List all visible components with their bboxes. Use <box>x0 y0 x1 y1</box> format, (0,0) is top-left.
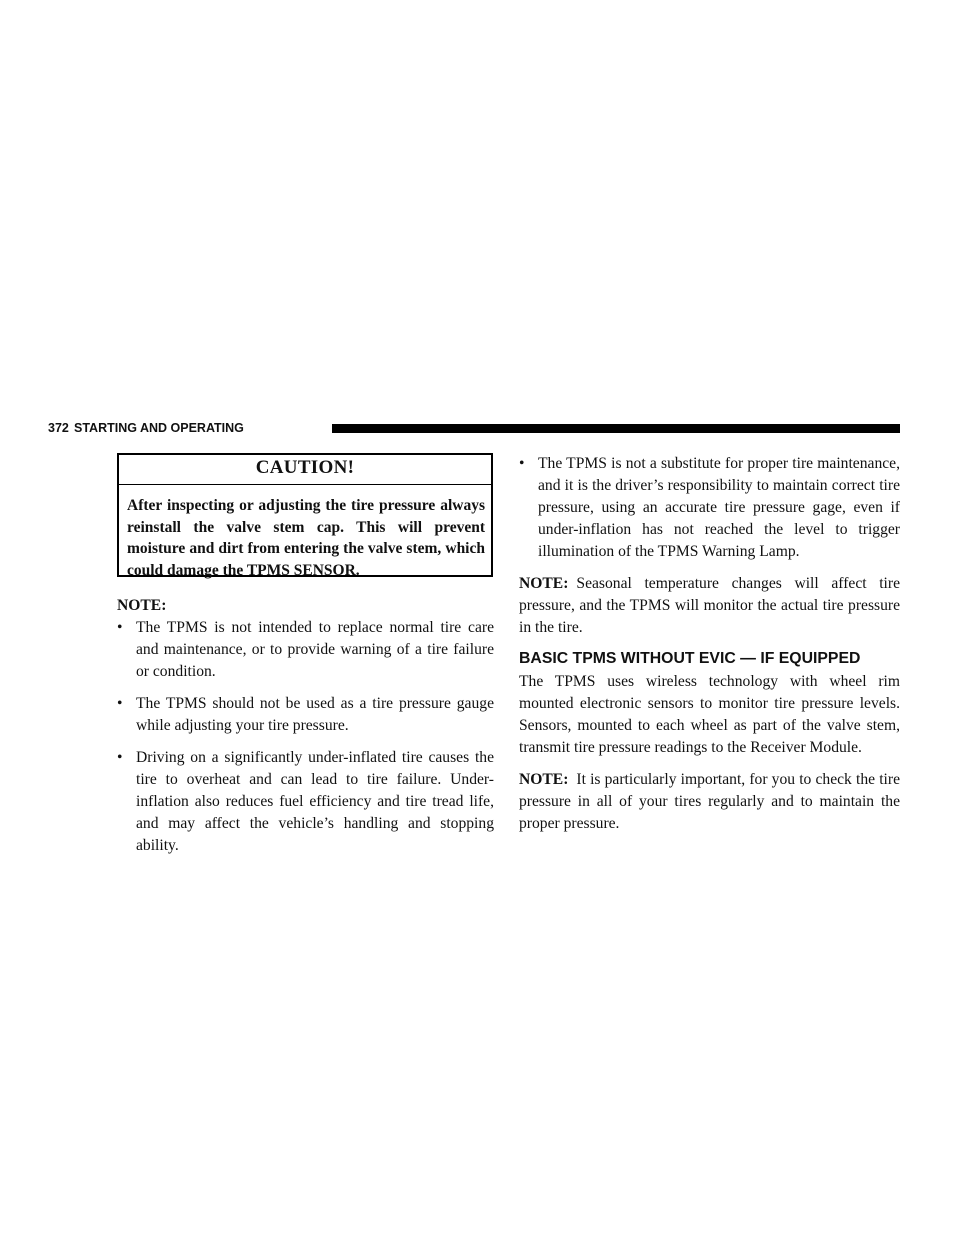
bullet-icon: • <box>519 455 525 472</box>
body-paragraph: The TPMS uses wireless technology with wheel rim mounted electronic sensors to monitor tire pressure levels. Sensors, mounted to each wheel as part of the valve stem, transmit tire pressure readings to the Receiver Module. <box>519 673 900 756</box>
note-label: NOTE: <box>519 575 569 592</box>
right-column <box>519 453 900 845</box>
list-item-text: The TPMS is not intended to replace normal tire care and maintenance, or to provide warning of a tire failure or condition. <box>136 619 494 680</box>
page-number: 372 <box>48 421 69 435</box>
list-item <box>519 453 900 563</box>
caution-text: After inspecting or adjusting the tire pressure always reinstall the valve stem cap. This will prevent moisture and dirt from entering the valve stem, which could damage the TPMS SENSOR. <box>127 497 485 579</box>
header-rule <box>332 424 900 433</box>
note-label: NOTE: <box>519 771 569 788</box>
left-column <box>117 595 494 867</box>
list-item-text: The TPMS should not be used as a tire pressure gauge while adjusting your tire pressure. <box>136 695 494 734</box>
section-title: STARTING AND OPERATING <box>74 421 244 435</box>
note-paragraph <box>519 573 900 639</box>
bullet-icon: • <box>117 695 123 712</box>
list-item <box>117 747 494 857</box>
caution-box <box>117 453 493 577</box>
note-text: Seasonal temperature changes will affect tire pressure, and the TPMS will monitor the actual tire pressure in the tire. <box>519 575 900 636</box>
list-item-text: Driving on a significantly under-inflated tire causes the tire to overheat and can lead to tire failure. Under-inflation also reduces fuel efficiency and tire tread life, and may affect the vehicle’s handling and stopping ability. <box>136 749 494 854</box>
caution-title: CAUTION! <box>255 457 355 478</box>
list-item <box>117 617 494 683</box>
list-item-text: The TPMS is not a substitute for proper tire maintenance, and it is the driver’s responsibility to maintain correct tire pressure, using an accurate tire pressure gage, even if under-inflation has not reached the level to trigger illumination of the TPMS Warning Lamp. <box>538 455 900 560</box>
note-heading: NOTE: <box>117 597 167 614</box>
bullet-icon: • <box>117 749 123 766</box>
page-header <box>48 420 900 440</box>
list-item <box>117 693 494 737</box>
note-text: It is particularly important, for you to check the tire pressure in all of your tires regularly and to maintain the proper pressure. <box>519 771 900 832</box>
note-paragraph <box>519 769 900 835</box>
bullet-icon: • <box>117 619 123 636</box>
section-heading: BASIC TPMS WITHOUT EVIC — IF EQUIPPED <box>519 650 861 667</box>
caution-divider <box>119 484 491 485</box>
